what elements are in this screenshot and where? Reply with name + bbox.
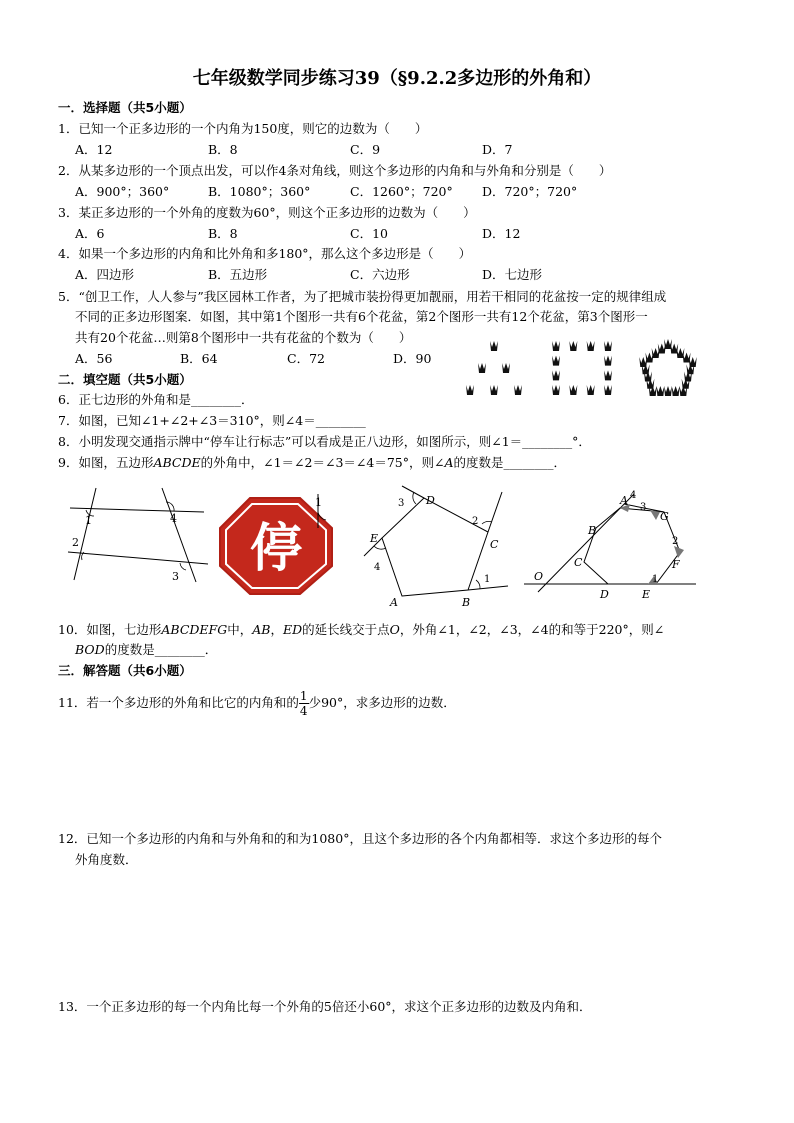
page-title: 七年级数学同步练习39（§9.2.2多边形的外角和） [192,68,602,89]
flower-pot [569,341,577,351]
fig10-label-3: 3 [640,502,647,513]
q3-option-a: A．6 [75,226,105,241]
question-10-line2 [75,641,217,659]
fig9-label-A: A [390,596,398,609]
fig8-label-1: 1 [315,496,322,509]
q10-t3: ， [270,622,283,637]
question-11 [58,688,456,718]
flower-pot [502,363,510,373]
q2-option-c: C．1260°；720° [350,184,453,199]
flower-pot [587,385,595,395]
q5-option-d: D．90 [393,351,432,366]
q2-option-d: D．720°；720° [482,184,578,199]
q10-t2: 中， [227,622,253,637]
question-12-line1: 12．已知一个多边形的内角和与外角和的和为1080°，且这个多边形的各个内角都相等．求这个多边形的每个 [58,831,662,846]
fig10-label-C: C [574,556,583,569]
q1-option-d: D．7 [482,142,513,157]
question-10-line1 [58,621,664,639]
flower-pot [490,341,498,351]
flower-pot [604,341,612,351]
section-answer: 三．解答题（共6小题） [58,663,192,678]
fig9-label-E: E [370,532,379,545]
fig9-label-B: B [462,596,471,609]
fig10-label-B: B [588,524,597,537]
q10-t5: ，外角∠1，∠2，∠3，∠4的和等于220°，则∠ [399,622,665,637]
fig9-label-4: 4 [374,562,381,573]
q9-var-abcde: ABCDE [153,455,201,470]
q10-v5: BOD [75,642,105,657]
section-fill: 二．填空题（共5小题） [58,372,192,387]
q9-text-1: 9．如图，五边形 [58,455,154,470]
q10-v3: ED [282,622,303,637]
q10-v1: ABCDEFG [161,622,228,637]
flower-pot [604,356,612,366]
q5-option-c: C．72 [287,351,325,366]
flower-pot [656,386,664,396]
q3-option-d: D．12 [482,226,521,241]
flower-pot [604,385,612,395]
q9-var-a: A [444,455,454,470]
figure-q9-pentagon [362,486,512,610]
q3-option-b: B．8 [208,226,238,241]
question-5-line2: 不同的正多边形图案．如图，其中第1个图形一共有6个花盆，第2个图形一共有12个花盆，第3个图形一 [75,309,648,324]
q4-option-a: A．四边形 [75,267,135,282]
question-8: 8．小明发现交通指示牌中“停车让行标志”可以看成是正八边形，如图所示，则∠1＝________°． [58,434,591,449]
q3-option-c: C．10 [350,226,388,241]
figure-q8-stop-sign [218,494,336,596]
q4-option-d: D．七边形 [482,267,543,282]
fig10-label-D: D [600,588,609,601]
pot-triangle [466,341,522,395]
fig9-label-3: 3 [398,498,405,509]
q11-text-1: 11．若一个多边形的外角和比它的内角和的 [58,695,299,710]
question-7: 7．如图，已知∠1+∠2+∠3＝310°，则∠4＝________ [58,413,366,428]
flower-pot-figures [458,336,718,400]
fig10-label-A: A [620,494,628,507]
fig7-label-2: 2 [72,536,79,549]
flower-pot [552,370,560,380]
q5-option-b: B．64 [180,351,218,366]
q10-t4: 的延长线交于点 [302,622,390,637]
fig7-label-3: 3 [172,570,179,583]
pot-square [552,341,612,395]
flower-pot [569,385,577,395]
flower-pot [587,341,595,351]
flower-pot [604,370,612,380]
fig10-label-G: G [660,510,669,523]
q10-t6: 的度数是________． [104,642,218,657]
question-1: 1．已知一个正多边形的一个内角为150度，则它的边数为（ ） [58,121,428,136]
fig10-label-E: E [642,588,651,601]
question-5-line1: 5．“创卫工作，人人参与”我区园林工作者，为了把城市装扮得更加靓丽，用若干相同的花盆按一定的规律组成 [58,289,667,304]
flower-pot [552,385,560,395]
q1-option-b: B．8 [208,142,238,157]
q5-option-a: A．56 [75,351,113,366]
question-2: 2．从某多边形的一个顶点出发，可以作4条对角线，则这个多边形的内角和与外角和分别是（ ） [58,163,612,178]
fig9-label-D: D [426,494,435,507]
q11-text-2: 少90°，求多边形的边数． [308,695,456,710]
q2-option-b: B．1080°；360° [208,184,311,199]
figure-q7-lines [62,486,212,586]
q10-v4: O [389,622,400,637]
question-9 [58,454,566,472]
fig10-label-1: 1 [652,574,659,585]
fig9-label-C: C [490,538,499,551]
question-3: 3．某正多边形的一个外角的度数为60°，则这个正多边形的边数为（ ） [58,205,476,220]
q4-option-b: B．五边形 [208,267,268,282]
question-12-line2: 外角度数． [75,852,138,867]
fig7-label-1: 1 [85,514,92,527]
flower-pot [672,386,680,396]
fig10-label-2: 2 [672,536,679,547]
flower-pot [490,385,498,395]
q9-text-3: 的度数是________． [453,455,567,470]
q10-v2: AB [252,622,271,637]
pot-pentagon [639,339,696,396]
q11-numerator: 1 [299,689,308,703]
q4-option-c: C．六边形 [350,267,410,282]
flower-pot [466,385,474,395]
fig9-label-1: 1 [484,574,491,585]
q11-fraction [299,689,309,718]
fig10-label-O: O [534,570,544,583]
fig7-label-4: 4 [170,512,177,525]
section-choice: 一．选择题（共5小题） [58,100,192,115]
question-13: 13．一个正多边形的每一个内角比每一个外角的5倍还小60°，求这个正多边形的边数及内角和． [58,999,592,1014]
figure-q10-heptagon [524,490,704,602]
q1-option-a: A．12 [75,142,113,157]
fig9-label-2: 2 [472,516,479,527]
q10-t1: 10．如图，七边形 [58,622,162,637]
q1-option-c: C．9 [350,142,381,157]
q2-option-a: A．900°；360° [75,184,170,199]
q9-text-2: 的外角中，∠1＝∠2＝∠3＝∠4＝75°，则∠ [200,455,445,470]
fig10-label-4: 4 [630,490,637,501]
flower-pot [478,363,486,373]
flower-pot [552,356,560,366]
question-4: 4．如果一个多边形的内角和比外角和多180°，那么这个多边形是（ ） [58,246,472,261]
flower-pot [514,385,522,395]
flower-pot [664,386,672,396]
question-5-line3: 共有20个花盆…则第8个图形中一共有花盆的个数为（ ） [75,330,412,345]
flower-pot [552,341,560,351]
q11-denominator: 4 [299,704,308,718]
stop-sign-text: 停 [249,519,303,579]
question-6: 6．正七边形的外角和是________． [58,392,254,407]
fig10-label-F: F [672,558,680,571]
